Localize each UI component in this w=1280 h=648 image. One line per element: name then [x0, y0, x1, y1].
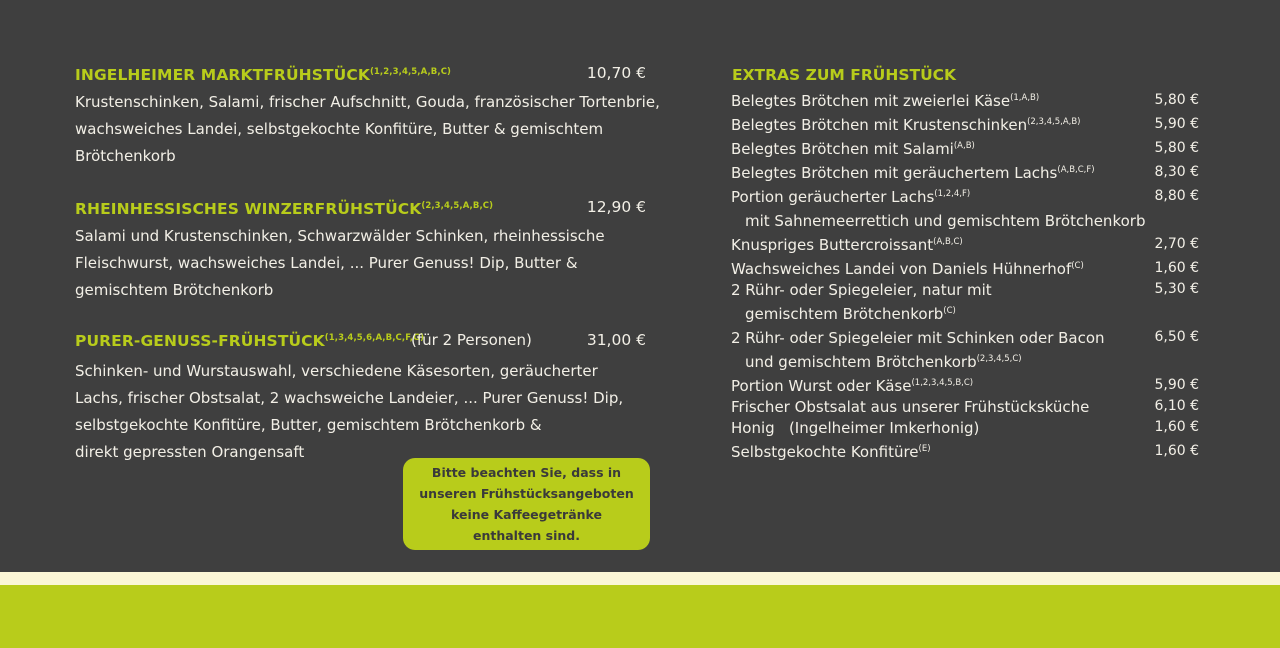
green-footer-band — [0, 585, 1280, 648]
description-line: gemischtem Brötchenkorb — [75, 281, 274, 299]
extras-price: 1,60 € — [1154, 443, 1199, 459]
description-line: Schinken- und Wurstauswahl, verschiedene Käsesorten, geräucherter — [75, 362, 598, 380]
notice-line: keine Kaffeegetränke — [450, 507, 603, 522]
description-line: Salami und Krustenschinken, Schwarzwälder Schinken, rheinhessische — [75, 227, 605, 245]
description-line: Lachs, frischer Obstsalat, 2 wachsweiche Landeier, ... Purer Genuss! Dip, — [75, 389, 624, 407]
notice-line: unseren Frühstücksangeboten — [419, 486, 634, 501]
extras-price: 2,70 € — [1154, 236, 1199, 252]
item-price: 31,00 € — [586, 331, 646, 349]
item-price: 10,70 € — [586, 64, 646, 82]
cream-stripe — [0, 572, 1280, 585]
item-price: 12,90 € — [586, 198, 646, 216]
item-title: PURER-$GENUSS-FRÜHSTÜCK^{(1,3,4,5,6,A,B,C,F,G)}$ — [75, 332, 425, 350]
allergen-codes: (2,3,4,5,A,B,C) — [421, 201, 494, 211]
extras-price: 1,60 € — [1154, 260, 1199, 276]
notice-line: Bitte beachten Sie, dass in — [431, 465, 622, 480]
extras-price: 1,60 € — [1154, 419, 1199, 435]
extras-price: 5,80 € — [1154, 92, 1199, 108]
extras-price: 8,80 € — [1154, 188, 1199, 204]
description-line: direkt gepressten Orangensaft — [75, 443, 305, 461]
allergen-codes: (1,3,4,5,6,A,B,C,F,G) — [324, 333, 425, 343]
item-title: RHEINHESSISCHES $WINZERFRÜHSTÜCK^{(2,3,4,5,A,B,C)}$ — [75, 200, 494, 218]
extras-price: 8,30 € — [1154, 164, 1199, 180]
coffee-notice-box — [403, 458, 650, 550]
allergen-codes: (1,2,3,4,5,A,B,C) — [369, 67, 452, 77]
extras-price: 6,50 € — [1154, 329, 1199, 345]
description-line: Krustenschinken, Salami, frischer Aufschnitt, Gouda, französischer Tortenbrie, — [75, 93, 660, 111]
item-description — [75, 223, 660, 304]
item-note: (für 2 Personen) — [411, 331, 532, 349]
item-title: INGELHEIMER $MARKTFRÜHSTÜCK^{(1,2,3,4,5,A,B,C)}$ — [75, 66, 452, 84]
description-line: selbstgekochte Konfitüre, Butter, gemischtem Brötchenkorb & — [75, 416, 542, 434]
item-description — [75, 89, 660, 170]
extras-price: 6,10 € — [1154, 398, 1199, 414]
notice-line: enthalten sind. — [473, 528, 580, 543]
extras-price: 5,90 € — [1154, 116, 1199, 132]
description-line: Fleischwurst, wachsweiches Landei, ... Purer Genuss! Dip, Butter & — [75, 254, 578, 272]
description-line: wachsweiches Landei, selbstgekochte Konfitüre, Butter & gemischtem — [75, 120, 604, 138]
description-line: Brötchenkorb — [75, 147, 176, 165]
extras-price: 5,30 € — [1154, 281, 1199, 297]
extras-title: EXTRAS ZUM FRÜHSTÜCK — [732, 66, 957, 84]
extras-price: 5,80 € — [1154, 140, 1199, 156]
extras-price: 5,90 € — [1154, 377, 1199, 393]
item-description — [75, 358, 660, 466]
